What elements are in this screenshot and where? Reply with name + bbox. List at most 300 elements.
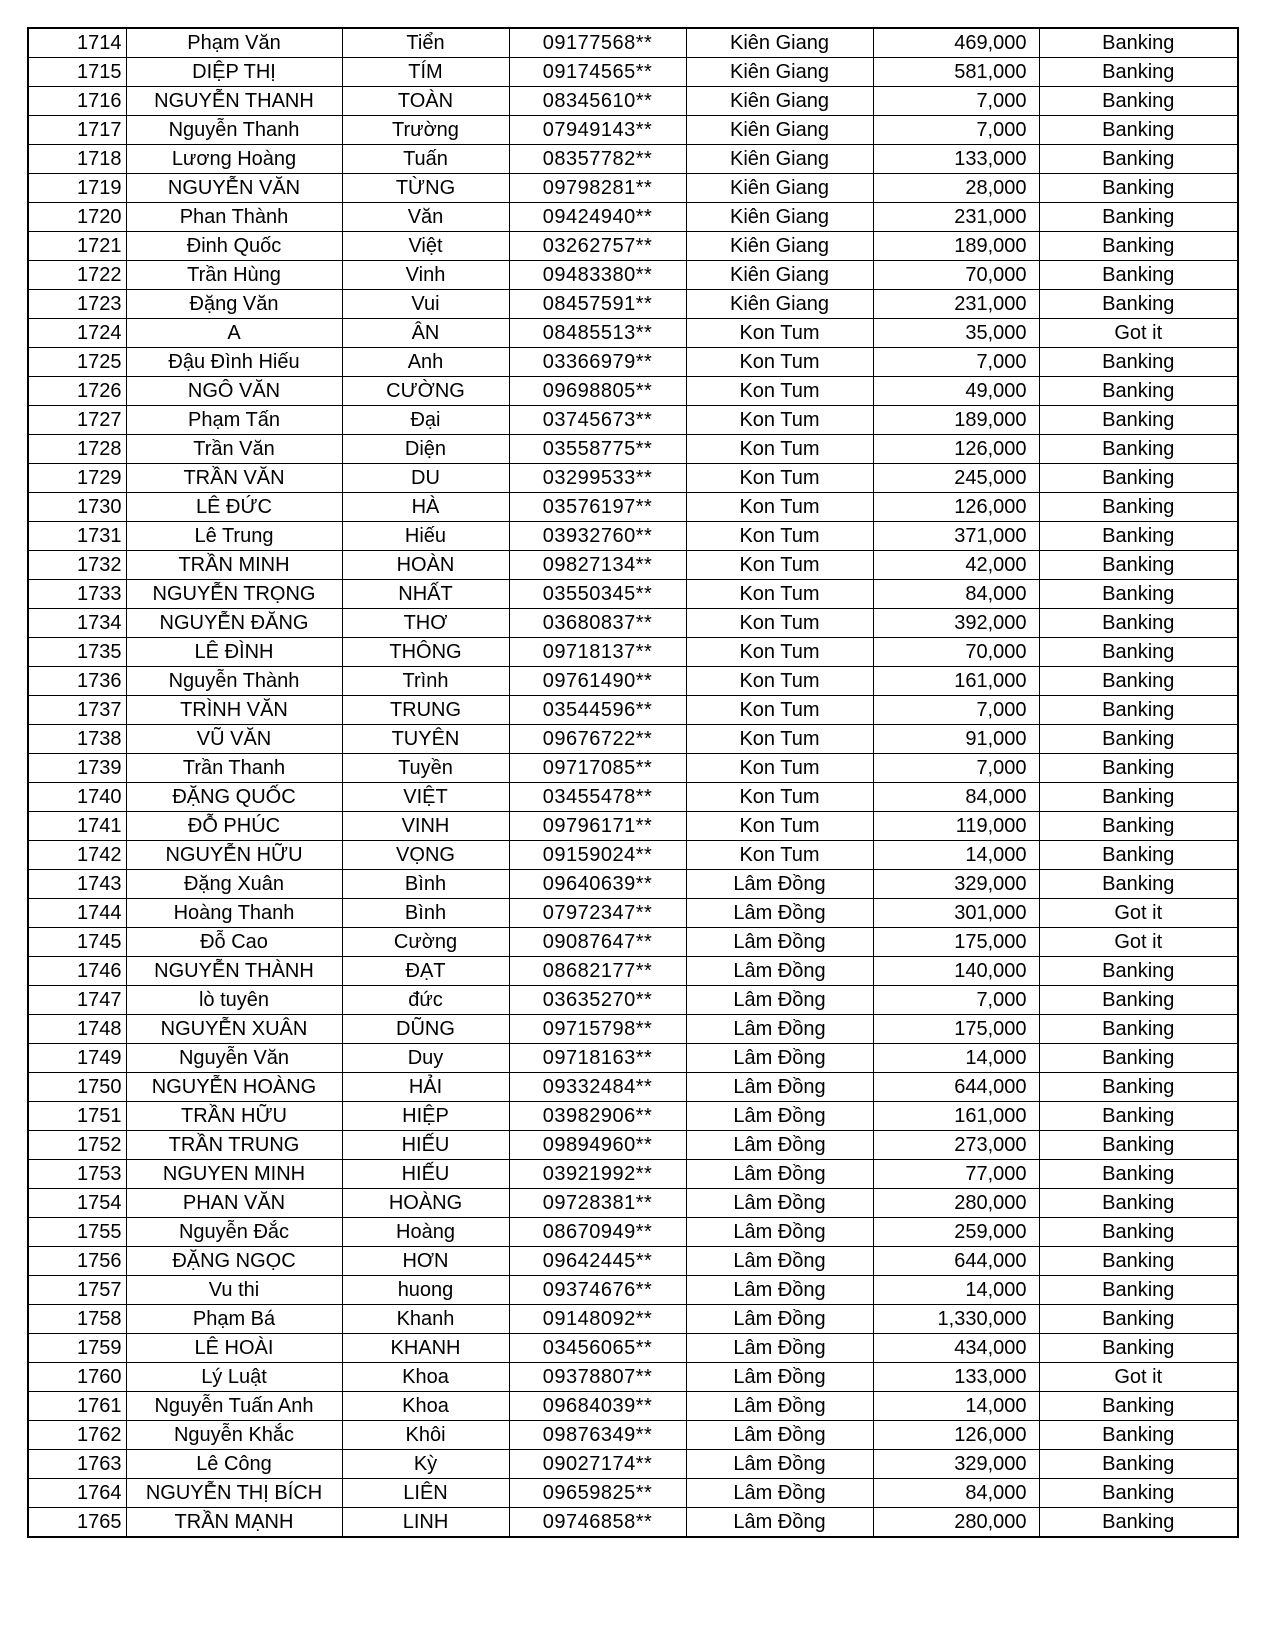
payment-method-cell: Banking: [1039, 986, 1238, 1015]
amount-cell: 434,000: [873, 1334, 1039, 1363]
last-name-cell: NGUYỄN TRỌNG: [126, 580, 342, 609]
table-row: [28, 1305, 1238, 1334]
amount-cell: 126,000: [873, 1421, 1039, 1450]
table-row: [28, 174, 1238, 203]
phone-number-cell: 03635270**: [509, 986, 686, 1015]
row-number-cell: 1717: [28, 116, 126, 145]
amount-cell: 84,000: [873, 783, 1039, 812]
row-number-cell: 1746: [28, 957, 126, 986]
phone-number-cell: 03262757**: [509, 232, 686, 261]
row-number-cell: 1747: [28, 986, 126, 1015]
row-number-cell: 1749: [28, 1044, 126, 1073]
table-row: [28, 203, 1238, 232]
table-row: [28, 986, 1238, 1015]
table-row: [28, 1392, 1238, 1421]
row-number-cell: 1745: [28, 928, 126, 957]
payment-method-cell: Banking: [1039, 58, 1238, 87]
row-number-cell: 1726: [28, 377, 126, 406]
payment-method-cell: Banking: [1039, 174, 1238, 203]
first-name-cell: Văn: [342, 203, 509, 232]
first-name-cell: huong: [342, 1276, 509, 1305]
payment-method-cell: Banking: [1039, 1189, 1238, 1218]
row-number-cell: 1714: [28, 28, 126, 58]
province-cell: Lâm Đồng: [686, 1421, 873, 1450]
last-name-cell: TRẦN TRUNG: [126, 1131, 342, 1160]
first-name-cell: VINH: [342, 812, 509, 841]
amount-cell: 91,000: [873, 725, 1039, 754]
phone-number-cell: 03982906**: [509, 1102, 686, 1131]
last-name-cell: DIỆP THỊ: [126, 58, 342, 87]
row-number-cell: 1735: [28, 638, 126, 667]
last-name-cell: TRẦN MINH: [126, 551, 342, 580]
table-row: [28, 899, 1238, 928]
phone-number-cell: 03299533**: [509, 464, 686, 493]
row-number-cell: 1742: [28, 841, 126, 870]
first-name-cell: Diện: [342, 435, 509, 464]
amount-cell: 469,000: [873, 28, 1039, 58]
table-row: [28, 348, 1238, 377]
row-number-cell: 1762: [28, 1421, 126, 1450]
table-row: [28, 1247, 1238, 1276]
last-name-cell: PHAN VĂN: [126, 1189, 342, 1218]
row-number-cell: 1744: [28, 899, 126, 928]
first-name-cell: Tuyền: [342, 754, 509, 783]
payment-method-cell: Banking: [1039, 1479, 1238, 1508]
table-row: [28, 435, 1238, 464]
province-cell: Lâm Đồng: [686, 1218, 873, 1247]
province-cell: Lâm Đồng: [686, 957, 873, 986]
first-name-cell: Khoa: [342, 1392, 509, 1421]
payment-method-cell: Banking: [1039, 1392, 1238, 1421]
first-name-cell: Hiếu: [342, 522, 509, 551]
table-row: [28, 1102, 1238, 1131]
first-name-cell: HIẾU: [342, 1160, 509, 1189]
amount-cell: 7,000: [873, 754, 1039, 783]
payment-method-cell: Banking: [1039, 377, 1238, 406]
last-name-cell: NGUYỄN VĂN: [126, 174, 342, 203]
phone-number-cell: 08345610**: [509, 87, 686, 116]
row-number-cell: 1752: [28, 1131, 126, 1160]
payment-method-cell: Banking: [1039, 957, 1238, 986]
amount-cell: 280,000: [873, 1189, 1039, 1218]
row-number-cell: 1734: [28, 609, 126, 638]
row-number-cell: 1760: [28, 1363, 126, 1392]
province-cell: Kon Tum: [686, 667, 873, 696]
phone-number-cell: 09642445**: [509, 1247, 686, 1276]
amount-cell: 14,000: [873, 841, 1039, 870]
phone-number-cell: 08457591**: [509, 290, 686, 319]
payment-method-cell: Banking: [1039, 1305, 1238, 1334]
last-name-cell: Đỗ Cao: [126, 928, 342, 957]
table-row: [28, 1189, 1238, 1218]
table-row: [28, 1450, 1238, 1479]
row-number-cell: 1728: [28, 435, 126, 464]
row-number-cell: 1751: [28, 1102, 126, 1131]
payment-method-cell: Banking: [1039, 1334, 1238, 1363]
phone-number-cell: 09332484**: [509, 1073, 686, 1102]
payment-method-cell: Banking: [1039, 493, 1238, 522]
province-cell: Kiên Giang: [686, 232, 873, 261]
first-name-cell: Vinh: [342, 261, 509, 290]
payment-method-cell: Banking: [1039, 1276, 1238, 1305]
amount-cell: 119,000: [873, 812, 1039, 841]
phone-number-cell: 03550345**: [509, 580, 686, 609]
province-cell: Kon Tum: [686, 841, 873, 870]
first-name-cell: LINH: [342, 1508, 509, 1538]
payment-method-cell: Got it: [1039, 928, 1238, 957]
table-row: [28, 928, 1238, 957]
first-name-cell: NHẤT: [342, 580, 509, 609]
amount-cell: 133,000: [873, 145, 1039, 174]
phone-number-cell: 03932760**: [509, 522, 686, 551]
row-number-cell: 1743: [28, 870, 126, 899]
phone-number-cell: 09676722**: [509, 725, 686, 754]
phone-number-cell: 03455478**: [509, 783, 686, 812]
phone-number-cell: 09159024**: [509, 841, 686, 870]
table-row: [28, 551, 1238, 580]
phone-number-cell: 07972347**: [509, 899, 686, 928]
row-number-cell: 1737: [28, 696, 126, 725]
row-number-cell: 1739: [28, 754, 126, 783]
amount-cell: 161,000: [873, 667, 1039, 696]
row-number-cell: 1719: [28, 174, 126, 203]
first-name-cell: Kỳ: [342, 1450, 509, 1479]
phone-number-cell: 08357782**: [509, 145, 686, 174]
amount-cell: 231,000: [873, 203, 1039, 232]
payment-method-cell: Banking: [1039, 1508, 1238, 1538]
amount-cell: 84,000: [873, 580, 1039, 609]
phone-number-cell: 03456065**: [509, 1334, 686, 1363]
last-name-cell: Lê Công: [126, 1450, 342, 1479]
table-row: [28, 28, 1238, 58]
payment-method-cell: Banking: [1039, 28, 1238, 58]
phone-number-cell: 09717085**: [509, 754, 686, 783]
table-row: [28, 116, 1238, 145]
province-cell: Kiên Giang: [686, 58, 873, 87]
payment-method-cell: Banking: [1039, 870, 1238, 899]
payment-method-cell: Banking: [1039, 87, 1238, 116]
last-name-cell: Lý Luật: [126, 1363, 342, 1392]
province-cell: Lâm Đồng: [686, 1160, 873, 1189]
payment-method-cell: Banking: [1039, 290, 1238, 319]
phone-number-cell: 03576197**: [509, 493, 686, 522]
phone-number-cell: 07949143**: [509, 116, 686, 145]
amount-cell: 280,000: [873, 1508, 1039, 1538]
last-name-cell: Nguyễn Đắc: [126, 1218, 342, 1247]
amount-cell: 7,000: [873, 116, 1039, 145]
first-name-cell: CƯỜNG: [342, 377, 509, 406]
table-row: [28, 1218, 1238, 1247]
province-cell: Lâm Đồng: [686, 870, 873, 899]
last-name-cell: NGUYEN MINH: [126, 1160, 342, 1189]
last-name-cell: Đặng Văn: [126, 290, 342, 319]
payment-method-cell: Banking: [1039, 1160, 1238, 1189]
province-cell: Kiên Giang: [686, 203, 873, 232]
province-cell: Kiên Giang: [686, 290, 873, 319]
payment-method-cell: Banking: [1039, 609, 1238, 638]
province-cell: Lâm Đồng: [686, 928, 873, 957]
table-row: [28, 1334, 1238, 1363]
payment-method-cell: Banking: [1039, 1247, 1238, 1276]
province-cell: Lâm Đồng: [686, 1073, 873, 1102]
amount-cell: 392,000: [873, 609, 1039, 638]
first-name-cell: HẢI: [342, 1073, 509, 1102]
last-name-cell: NGUYỄN ĐĂNG: [126, 609, 342, 638]
phone-number-cell: 09087647**: [509, 928, 686, 957]
amount-cell: 14,000: [873, 1044, 1039, 1073]
first-name-cell: Khoa: [342, 1363, 509, 1392]
province-cell: Kon Tum: [686, 725, 873, 754]
phone-number-cell: 08682177**: [509, 957, 686, 986]
payment-method-cell: Banking: [1039, 348, 1238, 377]
last-name-cell: Nguyễn Văn: [126, 1044, 342, 1073]
phone-number-cell: 09374676**: [509, 1276, 686, 1305]
payment-method-cell: Got it: [1039, 1363, 1238, 1392]
phone-number-cell: 08485513**: [509, 319, 686, 348]
amount-cell: 70,000: [873, 261, 1039, 290]
row-number-cell: 1721: [28, 232, 126, 261]
first-name-cell: LIÊN: [342, 1479, 509, 1508]
first-name-cell: VIỆT: [342, 783, 509, 812]
first-name-cell: HIẾU: [342, 1131, 509, 1160]
province-cell: Lâm Đồng: [686, 1015, 873, 1044]
row-number-cell: 1748: [28, 1015, 126, 1044]
payment-method-cell: Banking: [1039, 464, 1238, 493]
province-cell: Lâm Đồng: [686, 1247, 873, 1276]
table-row: [28, 232, 1238, 261]
table-row: [28, 377, 1238, 406]
row-number-cell: 1730: [28, 493, 126, 522]
table-row: [28, 522, 1238, 551]
payment-method-cell: Banking: [1039, 696, 1238, 725]
last-name-cell: TRẦN HỮU: [126, 1102, 342, 1131]
province-cell: Kiên Giang: [686, 87, 873, 116]
row-number-cell: 1731: [28, 522, 126, 551]
payment-method-cell: Banking: [1039, 783, 1238, 812]
province-cell: Kon Tum: [686, 638, 873, 667]
province-cell: Kiên Giang: [686, 116, 873, 145]
amount-cell: 140,000: [873, 957, 1039, 986]
table-row: [28, 58, 1238, 87]
first-name-cell: DŨNG: [342, 1015, 509, 1044]
row-number-cell: 1756: [28, 1247, 126, 1276]
first-name-cell: Tiển: [342, 28, 509, 58]
phone-number-cell: 09027174**: [509, 1450, 686, 1479]
phone-number-cell: 09684039**: [509, 1392, 686, 1421]
amount-cell: 133,000: [873, 1363, 1039, 1392]
amount-cell: 644,000: [873, 1247, 1039, 1276]
payment-method-cell: Banking: [1039, 435, 1238, 464]
last-name-cell: Lương Hoàng: [126, 145, 342, 174]
row-number-cell: 1723: [28, 290, 126, 319]
table-row: [28, 145, 1238, 174]
first-name-cell: Bình: [342, 870, 509, 899]
payment-method-cell: Banking: [1039, 1450, 1238, 1479]
amount-cell: 175,000: [873, 928, 1039, 957]
last-name-cell: Vu thi: [126, 1276, 342, 1305]
province-cell: Kon Tum: [686, 493, 873, 522]
row-number-cell: 1750: [28, 1073, 126, 1102]
last-name-cell: Lê Trung: [126, 522, 342, 551]
payment-method-cell: Banking: [1039, 1218, 1238, 1247]
first-name-cell: Trường: [342, 116, 509, 145]
row-number-cell: 1715: [28, 58, 126, 87]
table-row: [28, 406, 1238, 435]
last-name-cell: NGUYỄN XUÂN: [126, 1015, 342, 1044]
phone-number-cell: 03745673**: [509, 406, 686, 435]
row-number-cell: 1733: [28, 580, 126, 609]
amount-cell: 245,000: [873, 464, 1039, 493]
payment-method-cell: Banking: [1039, 1421, 1238, 1450]
first-name-cell: Tuấn: [342, 145, 509, 174]
table-row: [28, 609, 1238, 638]
last-name-cell: lò tuyên: [126, 986, 342, 1015]
first-name-cell: TOÀN: [342, 87, 509, 116]
payment-method-cell: Banking: [1039, 1073, 1238, 1102]
table-row: [28, 667, 1238, 696]
province-cell: Lâm Đồng: [686, 1508, 873, 1538]
phone-number-cell: 09761490**: [509, 667, 686, 696]
last-name-cell: Nguyễn Khắc: [126, 1421, 342, 1450]
phone-number-cell: 09796171**: [509, 812, 686, 841]
phone-number-cell: 03544596**: [509, 696, 686, 725]
first-name-cell: HIỆP: [342, 1102, 509, 1131]
payment-method-cell: Banking: [1039, 580, 1238, 609]
table-row: [28, 1073, 1238, 1102]
table-row: [28, 580, 1238, 609]
row-number-cell: 1759: [28, 1334, 126, 1363]
province-cell: Kon Tum: [686, 812, 873, 841]
table-row: [28, 1015, 1238, 1044]
table-row: [28, 870, 1238, 899]
last-name-cell: Hoàng Thanh: [126, 899, 342, 928]
payment-method-cell: Banking: [1039, 522, 1238, 551]
phone-number-cell: 09798281**: [509, 174, 686, 203]
row-number-cell: 1736: [28, 667, 126, 696]
amount-cell: 84,000: [873, 1479, 1039, 1508]
row-number-cell: 1754: [28, 1189, 126, 1218]
amount-cell: 42,000: [873, 551, 1039, 580]
phone-number-cell: 09659825**: [509, 1479, 686, 1508]
payment-method-cell: Banking: [1039, 551, 1238, 580]
last-name-cell: Nguyễn Thành: [126, 667, 342, 696]
table-row: [28, 957, 1238, 986]
phone-number-cell: 09718137**: [509, 638, 686, 667]
row-number-cell: 1725: [28, 348, 126, 377]
phone-number-cell: 03921992**: [509, 1160, 686, 1189]
amount-cell: 28,000: [873, 174, 1039, 203]
row-number-cell: 1729: [28, 464, 126, 493]
row-number-cell: 1753: [28, 1160, 126, 1189]
row-number-cell: 1757: [28, 1276, 126, 1305]
first-name-cell: TỪNG: [342, 174, 509, 203]
last-name-cell: Phạm Tấn: [126, 406, 342, 435]
amount-cell: 231,000: [873, 290, 1039, 319]
row-number-cell: 1716: [28, 87, 126, 116]
last-name-cell: Đặng Xuân: [126, 870, 342, 899]
row-number-cell: 1724: [28, 319, 126, 348]
amount-cell: 35,000: [873, 319, 1039, 348]
first-name-cell: HOÀNG: [342, 1189, 509, 1218]
winners-table: [27, 27, 1239, 1538]
first-name-cell: Đại: [342, 406, 509, 435]
province-cell: Kiên Giang: [686, 174, 873, 203]
row-number-cell: 1738: [28, 725, 126, 754]
amount-cell: 301,000: [873, 899, 1039, 928]
table-row: [28, 696, 1238, 725]
first-name-cell: THÔNG: [342, 638, 509, 667]
table-row: [28, 87, 1238, 116]
province-cell: Kon Tum: [686, 464, 873, 493]
province-cell: Lâm Đồng: [686, 1479, 873, 1508]
phone-number-cell: 09483380**: [509, 261, 686, 290]
phone-number-cell: 03366979**: [509, 348, 686, 377]
province-cell: Lâm Đồng: [686, 1131, 873, 1160]
last-name-cell: TRẦN VĂN: [126, 464, 342, 493]
table-row: [28, 290, 1238, 319]
last-name-cell: Trần Thanh: [126, 754, 342, 783]
amount-cell: 189,000: [873, 406, 1039, 435]
first-name-cell: HÀ: [342, 493, 509, 522]
phone-number-cell: 09715798**: [509, 1015, 686, 1044]
province-cell: Kiên Giang: [686, 28, 873, 58]
first-name-cell: Duy: [342, 1044, 509, 1073]
last-name-cell: Đậu Đình Hiếu: [126, 348, 342, 377]
province-cell: Kiên Giang: [686, 261, 873, 290]
province-cell: Kon Tum: [686, 696, 873, 725]
payment-method-cell: Got it: [1039, 319, 1238, 348]
amount-cell: 189,000: [873, 232, 1039, 261]
amount-cell: 70,000: [873, 638, 1039, 667]
phone-number-cell: 09148092**: [509, 1305, 686, 1334]
last-name-cell: A: [126, 319, 342, 348]
first-name-cell: HOÀN: [342, 551, 509, 580]
province-cell: Lâm Đồng: [686, 1189, 873, 1218]
table-row: [28, 1276, 1238, 1305]
amount-cell: 329,000: [873, 1450, 1039, 1479]
amount-cell: 175,000: [873, 1015, 1039, 1044]
payment-method-cell: Banking: [1039, 638, 1238, 667]
last-name-cell: LÊ ĐỨC: [126, 493, 342, 522]
amount-cell: 49,000: [873, 377, 1039, 406]
payment-method-cell: Banking: [1039, 1131, 1238, 1160]
province-cell: Lâm Đồng: [686, 1334, 873, 1363]
amount-cell: 126,000: [873, 493, 1039, 522]
amount-cell: 259,000: [873, 1218, 1039, 1247]
first-name-cell: KHANH: [342, 1334, 509, 1363]
province-cell: Lâm Đồng: [686, 1276, 873, 1305]
row-number-cell: 1765: [28, 1508, 126, 1538]
province-cell: Kon Tum: [686, 319, 873, 348]
last-name-cell: Phạm Bá: [126, 1305, 342, 1334]
row-number-cell: 1764: [28, 1479, 126, 1508]
phone-number-cell: 09424940**: [509, 203, 686, 232]
row-number-cell: 1763: [28, 1450, 126, 1479]
province-cell: Kon Tum: [686, 609, 873, 638]
amount-cell: 7,000: [873, 696, 1039, 725]
phone-number-cell: 08670949**: [509, 1218, 686, 1247]
phone-number-cell: 03558775**: [509, 435, 686, 464]
amount-cell: 1,330,000: [873, 1305, 1039, 1334]
payment-method-cell: Banking: [1039, 232, 1238, 261]
first-name-cell: ĐẠT: [342, 957, 509, 986]
phone-number-cell: 09174565**: [509, 58, 686, 87]
payment-method-cell: Banking: [1039, 145, 1238, 174]
table-row: [28, 1044, 1238, 1073]
last-name-cell: TRÌNH VĂN: [126, 696, 342, 725]
first-name-cell: Bình: [342, 899, 509, 928]
table-row: [28, 1421, 1238, 1450]
